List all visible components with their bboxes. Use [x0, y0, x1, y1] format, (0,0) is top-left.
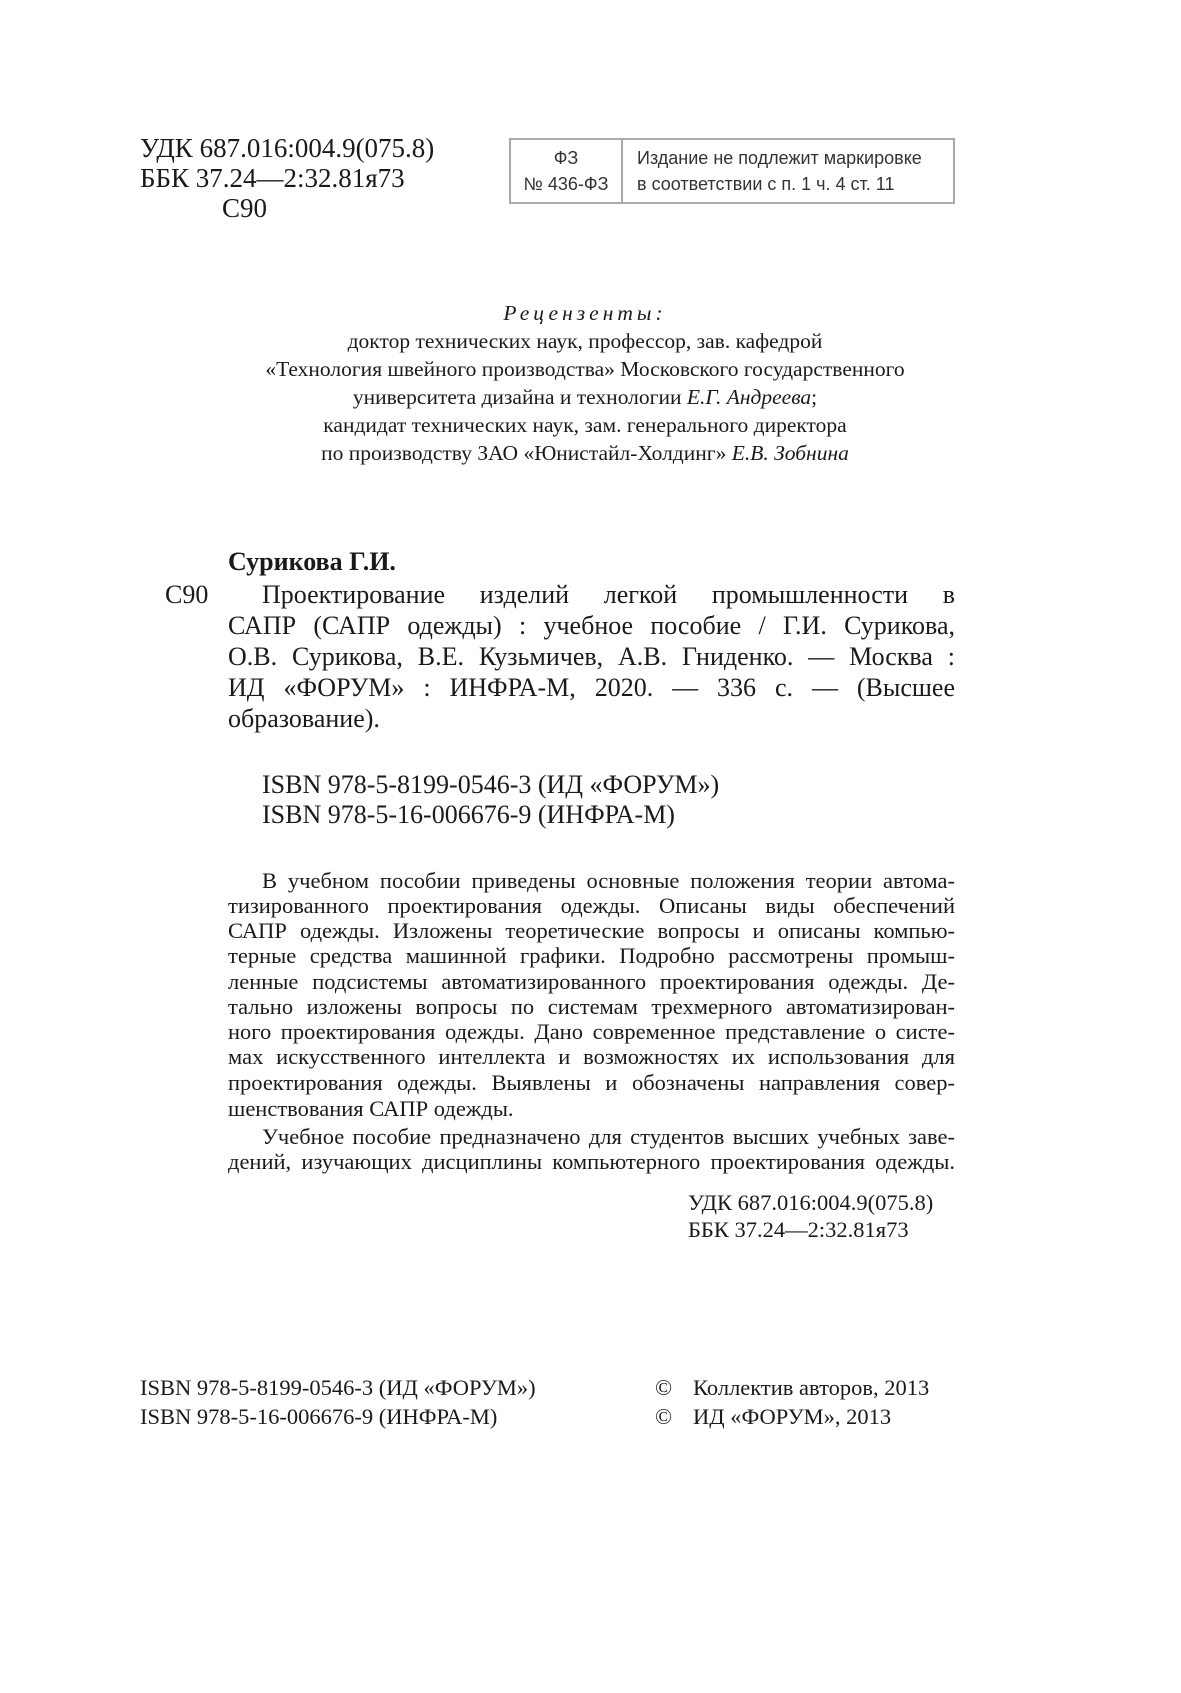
law-line-2: № 436-ФЗ — [523, 174, 609, 194]
reviewer-line — [135, 383, 1035, 411]
footer-isbn-forum: ISBN 978-5-8199-0546-3 (ИД «ФОРУМ») — [140, 1375, 536, 1400]
author-heading: Сурикова Г.И. — [228, 547, 396, 576]
abstract-line: дений, изучающих дисциплины компьютерного проектирования одежды. — [228, 1149, 955, 1174]
bib-line: САПР (САПР одежды) : учебное пособие / Г.И. Сурикова, — [228, 611, 955, 640]
bib-line: О.В. Сурикова, В.Е. Кузьмичев, А.В. Гниденко. — Москва : — [228, 642, 955, 671]
reviewer-line: кандидат технических наук, зам. генерального директора — [323, 413, 847, 437]
author-sign-code: С90 — [222, 193, 268, 223]
abstract-line: шенствования САПР одежды. — [228, 1096, 514, 1121]
bib-line: ИД «ФОРУМ» : ИНФРА-М, 2020. — 336 с. — (Высшее — [228, 673, 955, 702]
abstract-line: тизированного проектирования одежды. Описаны виды обеспечений — [228, 893, 955, 918]
udk-code: УДК 687.016:004.9(075.8) — [140, 133, 435, 163]
abstract-line: Учебное пособие предназначено для студентов высших учебных заве- — [262, 1124, 955, 1149]
bib-line: образование). — [228, 704, 380, 733]
reviewer-name: Е.Г. Андреева — [686, 385, 812, 409]
note-line-1: Издание не подлежит маркировке — [637, 148, 922, 168]
abstract-line: ного проектирования одежды. Дано современное представление о систе- — [228, 1019, 955, 1044]
reviewer-line: доктор технических наук, профессор, зав. кафедрой — [347, 329, 823, 353]
abstract-line: В учебном пособии приведены основные положения теории автома- — [262, 868, 955, 893]
abstract-line: проектирования одежды. Выявлены и обозначены направления совер- — [228, 1070, 955, 1095]
law-reference — [511, 140, 623, 202]
reviewer-line: «Технология швейного производства» Московского государственного — [265, 357, 905, 381]
abstract-line: терные средства машинной графики. Подробно рассмотрены промыш- — [228, 943, 955, 968]
copyright-authors: Коллектив авторов, 2013 — [693, 1375, 930, 1400]
abstract-bbk: ББК 37.24—2:32.81я73 — [688, 1217, 909, 1242]
reviewer-name: Е.В. Зобнина — [731, 441, 849, 465]
bib-code: С90 — [165, 580, 209, 609]
copyright-icon: © — [655, 1375, 673, 1400]
abstract-line: мах искусственного интеллекта и возможностях их использования для — [228, 1044, 955, 1069]
reviewer-line — [135, 439, 1035, 467]
isbn-infra: ISBN 978-5-16-006676-9 (ИНФРА-М) — [262, 800, 675, 829]
law-line-1: ФЗ — [553, 148, 579, 168]
abstract-udk: УДК 687.016:004.9(075.8) — [688, 1190, 934, 1215]
note-line-2: в соответствии с п. 1 ч. 4 ст. 11 — [637, 174, 895, 194]
reviewer-punct: ; — [811, 385, 818, 409]
footer-isbn-infra: ISBN 978-5-16-006676-9 (ИНФРА-М) — [140, 1404, 498, 1429]
abstract-line: ленные подсистемы автоматизированного проектирования одежды. Де- — [228, 969, 955, 994]
marking-notice-box — [509, 138, 955, 204]
bib-line: Проектирование изделий легкой промышленности в — [262, 580, 955, 609]
reviewers-title: Рецензенты: — [503, 301, 667, 325]
isbn-forum: ISBN 978-5-8199-0546-3 (ИД «ФОРУМ») — [262, 770, 720, 799]
copyright-icon: © — [655, 1404, 673, 1429]
copyright-publisher: ИД «ФОРУМ», 2013 — [693, 1404, 892, 1429]
reviewer-text: университета дизайна и технологии — [352, 385, 687, 409]
abstract-line: тально изложены вопросы по системам трехмерного автоматизирован- — [228, 994, 955, 1019]
abstract-line: САПР одежды. Изложены теоретические вопросы и описаны компью- — [228, 918, 955, 943]
reviewer-text: по производству ЗАО «Юнистайл-Холдинг» — [321, 441, 732, 465]
bbk-code: ББК 37.24—2:32.81я73 — [140, 163, 405, 193]
marking-note — [637, 145, 922, 197]
